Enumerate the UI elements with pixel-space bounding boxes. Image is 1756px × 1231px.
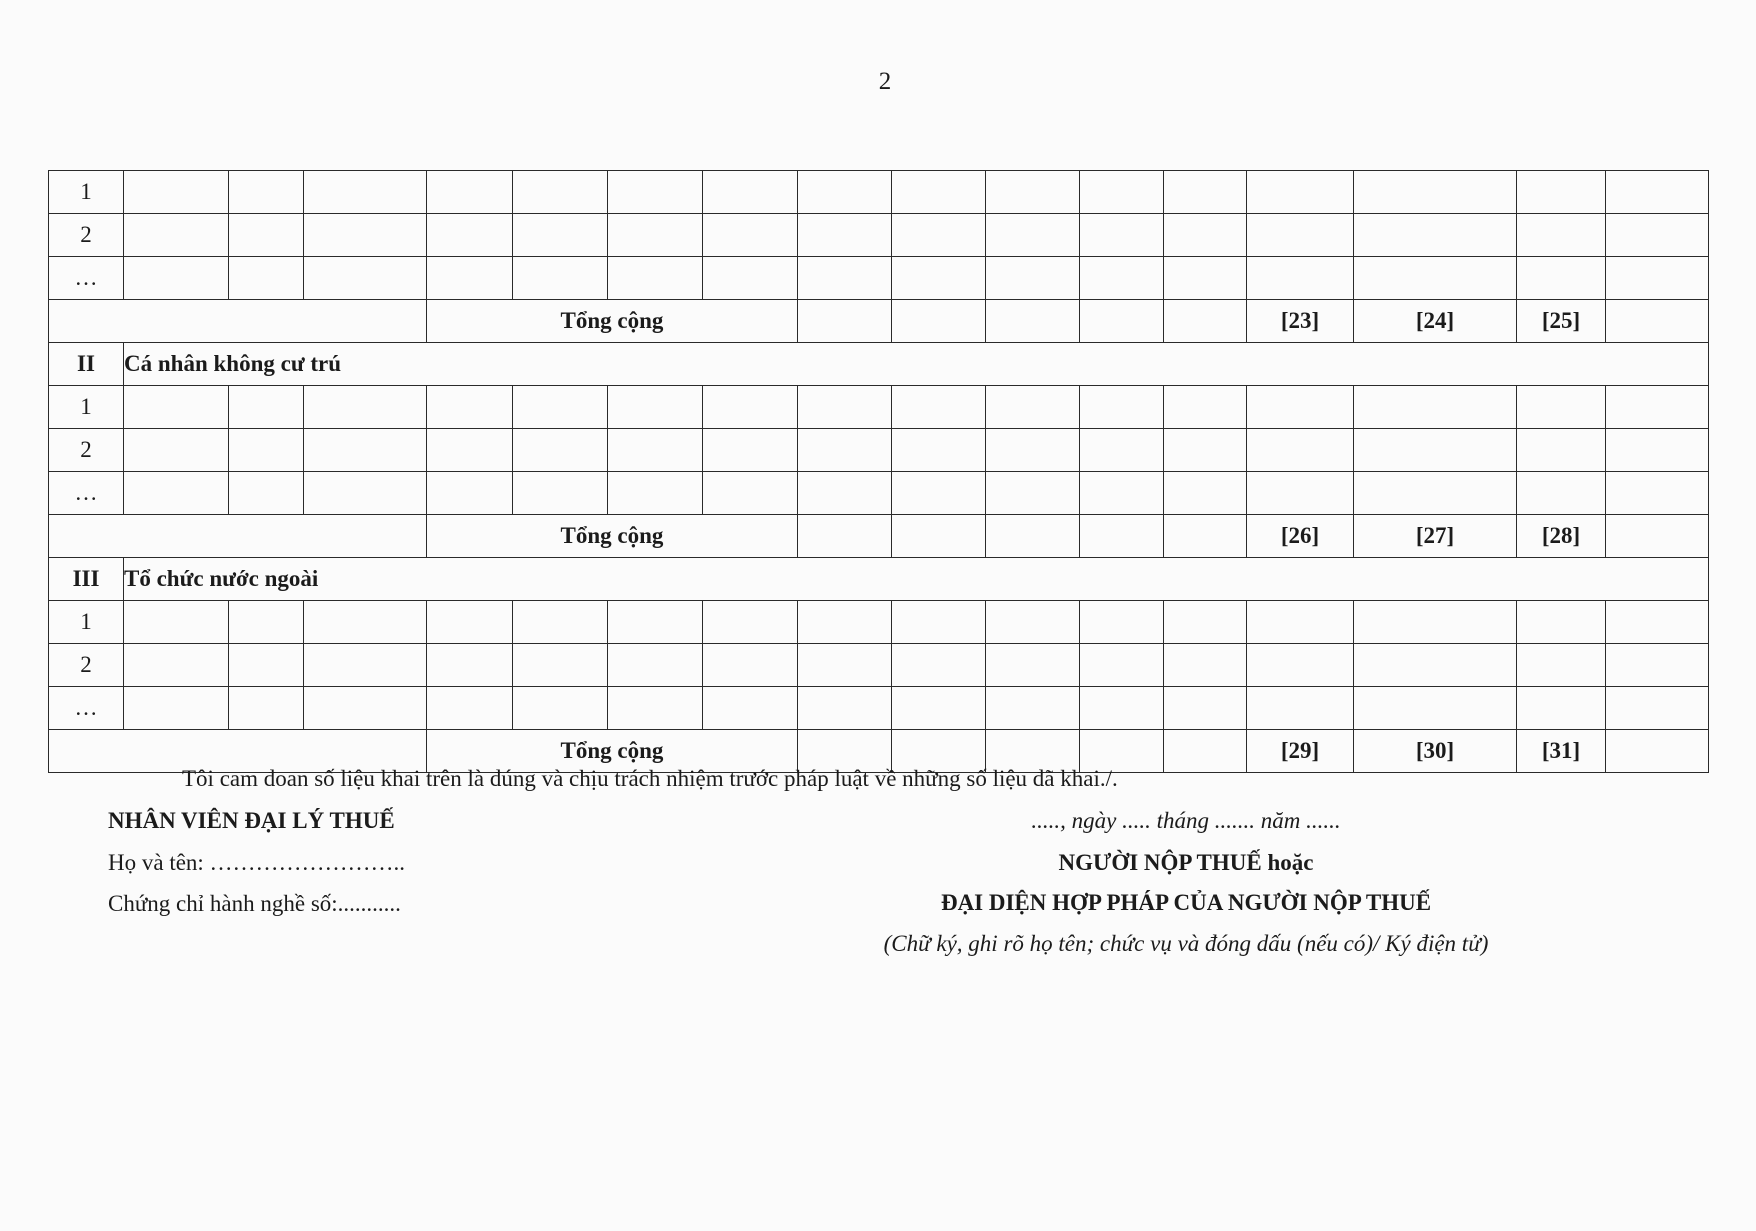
total-code: [24] — [1354, 300, 1517, 343]
entry-cell[interactable] — [229, 386, 304, 429]
row-number: 2 — [49, 429, 124, 472]
entry-cell[interactable] — [1517, 601, 1606, 644]
entry-cell[interactable] — [513, 644, 608, 687]
entry-cell[interactable] — [986, 687, 1080, 730]
entry-cell[interactable] — [1080, 386, 1164, 429]
entry-cell[interactable] — [986, 472, 1080, 515]
total-code: [27] — [1354, 515, 1517, 558]
entry-cell[interactable] — [1517, 644, 1606, 687]
entry-cell[interactable] — [608, 214, 703, 257]
entry-cell[interactable] — [1517, 257, 1606, 300]
section-title: Cá nhân không cư trú — [124, 343, 1709, 386]
entry-cell[interactable] — [304, 429, 427, 472]
entry-cell[interactable] — [1164, 687, 1247, 730]
entry-cell[interactable] — [986, 214, 1080, 257]
entry-cell[interactable] — [798, 644, 892, 687]
declaration-table — [48, 170, 1709, 773]
entry-cell[interactable] — [608, 601, 703, 644]
entry-cell[interactable] — [124, 171, 229, 214]
entry-cell[interactable] — [1080, 257, 1164, 300]
entry-cell[interactable] — [229, 687, 304, 730]
entry-cell[interactable] — [798, 687, 892, 730]
total-cell[interactable] — [892, 300, 986, 343]
entry-cell[interactable] — [798, 171, 892, 214]
total-row — [49, 515, 1709, 558]
total-cell[interactable] — [1164, 730, 1247, 773]
entry-cell[interactable] — [304, 472, 427, 515]
entry-cell[interactable] — [608, 429, 703, 472]
blank-cell — [49, 515, 427, 558]
entry-cell[interactable] — [229, 171, 304, 214]
entry-cell[interactable] — [304, 601, 427, 644]
entry-cell[interactable] — [513, 257, 608, 300]
entry-cell[interactable] — [229, 214, 304, 257]
section-number: III — [49, 558, 124, 601]
entry-cell[interactable] — [892, 214, 986, 257]
entry-cell[interactable] — [1354, 644, 1517, 687]
entry-cell[interactable] — [229, 257, 304, 300]
agent-name-line: Họ và tên: …………………….. — [108, 850, 406, 875]
section-header-row — [49, 558, 1709, 601]
entry-cell[interactable] — [703, 429, 798, 472]
entry-cell[interactable] — [427, 601, 513, 644]
entry-cell[interactable] — [986, 257, 1080, 300]
entry-cell[interactable] — [608, 386, 703, 429]
entry-cell[interactable] — [1354, 257, 1517, 300]
entry-cell[interactable] — [892, 171, 986, 214]
entry-cell[interactable] — [304, 171, 427, 214]
blank-cell — [49, 300, 427, 343]
entry-cell[interactable] — [1080, 687, 1164, 730]
entry-cell[interactable] — [513, 429, 608, 472]
entry-cell[interactable] — [986, 171, 1080, 214]
entry-cell[interactable] — [229, 601, 304, 644]
entry-cell[interactable] — [513, 601, 608, 644]
total-cell[interactable] — [1606, 730, 1709, 773]
entry-cell[interactable] — [798, 429, 892, 472]
entry-cell[interactable] — [892, 644, 986, 687]
entry-cell[interactable] — [1164, 171, 1247, 214]
entry-cell[interactable] — [892, 472, 986, 515]
entry-cell[interactable] — [892, 687, 986, 730]
entry-cell[interactable] — [124, 601, 229, 644]
entry-cell[interactable] — [1247, 214, 1354, 257]
entry-cell[interactable] — [124, 644, 229, 687]
entry-cell[interactable] — [124, 214, 229, 257]
entry-cell[interactable] — [229, 644, 304, 687]
entry-cell[interactable] — [986, 386, 1080, 429]
entry-cell[interactable] — [1354, 386, 1517, 429]
entry-cell[interactable] — [1080, 429, 1164, 472]
total-code: [31] — [1517, 730, 1606, 773]
entry-cell[interactable] — [1517, 171, 1606, 214]
entry-cell[interactable] — [1606, 429, 1709, 472]
entry-cell[interactable] — [124, 386, 229, 429]
table-row — [49, 257, 1709, 300]
entry-cell[interactable] — [513, 214, 608, 257]
date-line: ....., ngày ..... tháng ....... năm ...... — [1031, 808, 1341, 833]
total-cell[interactable] — [986, 515, 1080, 558]
total-code: [28] — [1517, 515, 1606, 558]
entry-cell[interactable] — [304, 214, 427, 257]
entry-cell[interactable] — [703, 386, 798, 429]
table-row — [49, 687, 1709, 730]
entry-cell[interactable] — [427, 386, 513, 429]
total-label: Tổng cộng — [427, 515, 798, 558]
taxpayer-title: NGƯỜI NỘP THUẾ hoặc — [1058, 850, 1314, 875]
table-row — [49, 429, 1709, 472]
entry-cell[interactable] — [1080, 601, 1164, 644]
entry-cell[interactable] — [229, 472, 304, 515]
entry-cell[interactable] — [229, 429, 304, 472]
table-row — [49, 214, 1709, 257]
entry-cell[interactable] — [427, 257, 513, 300]
entry-cell[interactable] — [986, 601, 1080, 644]
entry-cell[interactable] — [124, 472, 229, 515]
entry-cell[interactable] — [1080, 472, 1164, 515]
entry-cell[interactable] — [427, 687, 513, 730]
entry-cell[interactable] — [124, 687, 229, 730]
entry-cell[interactable] — [608, 257, 703, 300]
entry-cell[interactable] — [513, 687, 608, 730]
entry-cell[interactable] — [304, 386, 427, 429]
total-cell[interactable] — [798, 300, 892, 343]
table-row — [49, 386, 1709, 429]
total-cell[interactable] — [986, 300, 1080, 343]
signature-note: (Chữ ký, ghi rõ họ tên; chức vụ và đóng dấu (nếu có)/ Ký điện tử) — [883, 931, 1489, 956]
entry-cell[interactable] — [1606, 601, 1709, 644]
row-number: 1 — [49, 386, 124, 429]
table-row — [49, 171, 1709, 214]
entry-cell[interactable] — [1247, 687, 1354, 730]
total-code: [26] — [1247, 515, 1354, 558]
section-number: II — [49, 343, 124, 386]
entry-cell[interactable] — [1164, 429, 1247, 472]
entry-cell[interactable] — [513, 171, 608, 214]
entry-cell[interactable] — [703, 257, 798, 300]
total-row — [49, 300, 1709, 343]
entry-cell[interactable] — [798, 257, 892, 300]
row-number: … — [49, 257, 124, 300]
entry-cell[interactable] — [1080, 644, 1164, 687]
entry-cell[interactable] — [1247, 171, 1354, 214]
entry-cell[interactable] — [798, 601, 892, 644]
section-header-row — [49, 343, 1709, 386]
entry-cell[interactable] — [1354, 429, 1517, 472]
declaration-text: Tôi cam đoan số liệu khai trên là đúng và chịu trách nhiệm trước pháp luật về những số liệu đã khai./. — [182, 766, 1118, 791]
entry-cell[interactable] — [703, 171, 798, 214]
entry-cell[interactable] — [1164, 214, 1247, 257]
total-cell[interactable] — [892, 515, 986, 558]
entry-cell[interactable] — [1517, 429, 1606, 472]
entry-cell[interactable] — [608, 171, 703, 214]
entry-cell[interactable] — [1606, 472, 1709, 515]
entry-cell[interactable] — [1517, 214, 1606, 257]
table-row — [49, 601, 1709, 644]
row-number: 2 — [49, 644, 124, 687]
total-cell[interactable] — [1606, 515, 1709, 558]
entry-cell[interactable] — [1164, 601, 1247, 644]
entry-cell[interactable] — [798, 214, 892, 257]
entry-cell[interactable] — [892, 257, 986, 300]
entry-cell[interactable] — [608, 687, 703, 730]
entry-cell[interactable] — [703, 644, 798, 687]
entry-cell[interactable] — [304, 257, 427, 300]
total-cell[interactable] — [1080, 300, 1164, 343]
entry-cell[interactable] — [1164, 472, 1247, 515]
entry-cell[interactable] — [1354, 214, 1517, 257]
total-cell[interactable] — [1164, 300, 1247, 343]
entry-cell[interactable] — [427, 171, 513, 214]
table-row — [49, 644, 1709, 687]
entry-cell[interactable] — [608, 472, 703, 515]
page-number: 2 — [878, 68, 892, 95]
total-code: [30] — [1354, 730, 1517, 773]
entry-cell[interactable] — [1354, 171, 1517, 214]
entry-cell[interactable] — [608, 644, 703, 687]
entry-cell[interactable] — [124, 429, 229, 472]
agent-certificate-line: Chứng chỉ hành nghề số:........... — [108, 891, 401, 916]
entry-cell[interactable] — [1606, 257, 1709, 300]
entry-cell[interactable] — [1247, 472, 1354, 515]
entry-cell[interactable] — [1517, 472, 1606, 515]
row-number: 1 — [49, 601, 124, 644]
entry-cell[interactable] — [703, 472, 798, 515]
total-label: Tổng cộng — [427, 300, 798, 343]
section-title: Tổ chức nước ngoài — [124, 558, 1709, 601]
table-row — [49, 472, 1709, 515]
entry-cell[interactable] — [1164, 386, 1247, 429]
total-cell[interactable] — [1606, 300, 1709, 343]
entry-cell[interactable] — [1247, 257, 1354, 300]
entry-cell[interactable] — [1606, 644, 1709, 687]
total-label: Tổng cộng — [427, 730, 798, 773]
entry-cell[interactable] — [703, 214, 798, 257]
total-cell[interactable] — [798, 515, 892, 558]
entry-cell[interactable] — [703, 601, 798, 644]
row-number: 1 — [49, 171, 124, 214]
entry-cell[interactable] — [1606, 687, 1709, 730]
agent-title: NHÂN VIÊN ĐẠI LÝ THUẾ — [108, 808, 395, 833]
entry-cell[interactable] — [427, 214, 513, 257]
entry-cell[interactable] — [798, 386, 892, 429]
entry-cell[interactable] — [1164, 644, 1247, 687]
entry-cell[interactable] — [427, 429, 513, 472]
entry-cell[interactable] — [304, 644, 427, 687]
entry-cell[interactable] — [1354, 472, 1517, 515]
entry-cell[interactable] — [798, 472, 892, 515]
entry-cell[interactable] — [1606, 214, 1709, 257]
total-code: [25] — [1517, 300, 1606, 343]
entry-cell[interactable] — [124, 257, 229, 300]
total-code: [29] — [1247, 730, 1354, 773]
entry-cell[interactable] — [304, 687, 427, 730]
total-code: [23] — [1247, 300, 1354, 343]
entry-cell[interactable] — [1080, 214, 1164, 257]
entry-cell[interactable] — [1354, 601, 1517, 644]
entry-cell[interactable] — [892, 429, 986, 472]
entry-cell[interactable] — [986, 429, 1080, 472]
entry-cell[interactable] — [1247, 644, 1354, 687]
legal-representative-title: ĐẠI DIỆN HỢP PHÁP CỦA NGƯỜI NỘP THUẾ — [940, 890, 1432, 915]
entry-cell[interactable] — [1080, 171, 1164, 214]
entry-cell[interactable] — [892, 601, 986, 644]
entry-cell[interactable] — [1247, 386, 1354, 429]
entry-cell[interactable] — [1517, 386, 1606, 429]
row-number: … — [49, 687, 124, 730]
entry-cell[interactable] — [1247, 601, 1354, 644]
entry-cell[interactable] — [1354, 687, 1517, 730]
entry-cell[interactable] — [513, 386, 608, 429]
entry-cell[interactable] — [892, 386, 986, 429]
entry-cell[interactable] — [1247, 429, 1354, 472]
row-number: 2 — [49, 214, 124, 257]
entry-cell[interactable] — [1164, 257, 1247, 300]
entry-cell[interactable] — [1606, 171, 1709, 214]
entry-cell[interactable] — [703, 687, 798, 730]
total-cell[interactable] — [1164, 515, 1247, 558]
row-number: … — [49, 472, 124, 515]
entry-cell[interactable] — [513, 472, 608, 515]
entry-cell[interactable] — [427, 644, 513, 687]
entry-cell[interactable] — [1517, 687, 1606, 730]
entry-cell[interactable] — [1606, 386, 1709, 429]
total-cell[interactable] — [1080, 515, 1164, 558]
entry-cell[interactable] — [427, 472, 513, 515]
entry-cell[interactable] — [986, 644, 1080, 687]
